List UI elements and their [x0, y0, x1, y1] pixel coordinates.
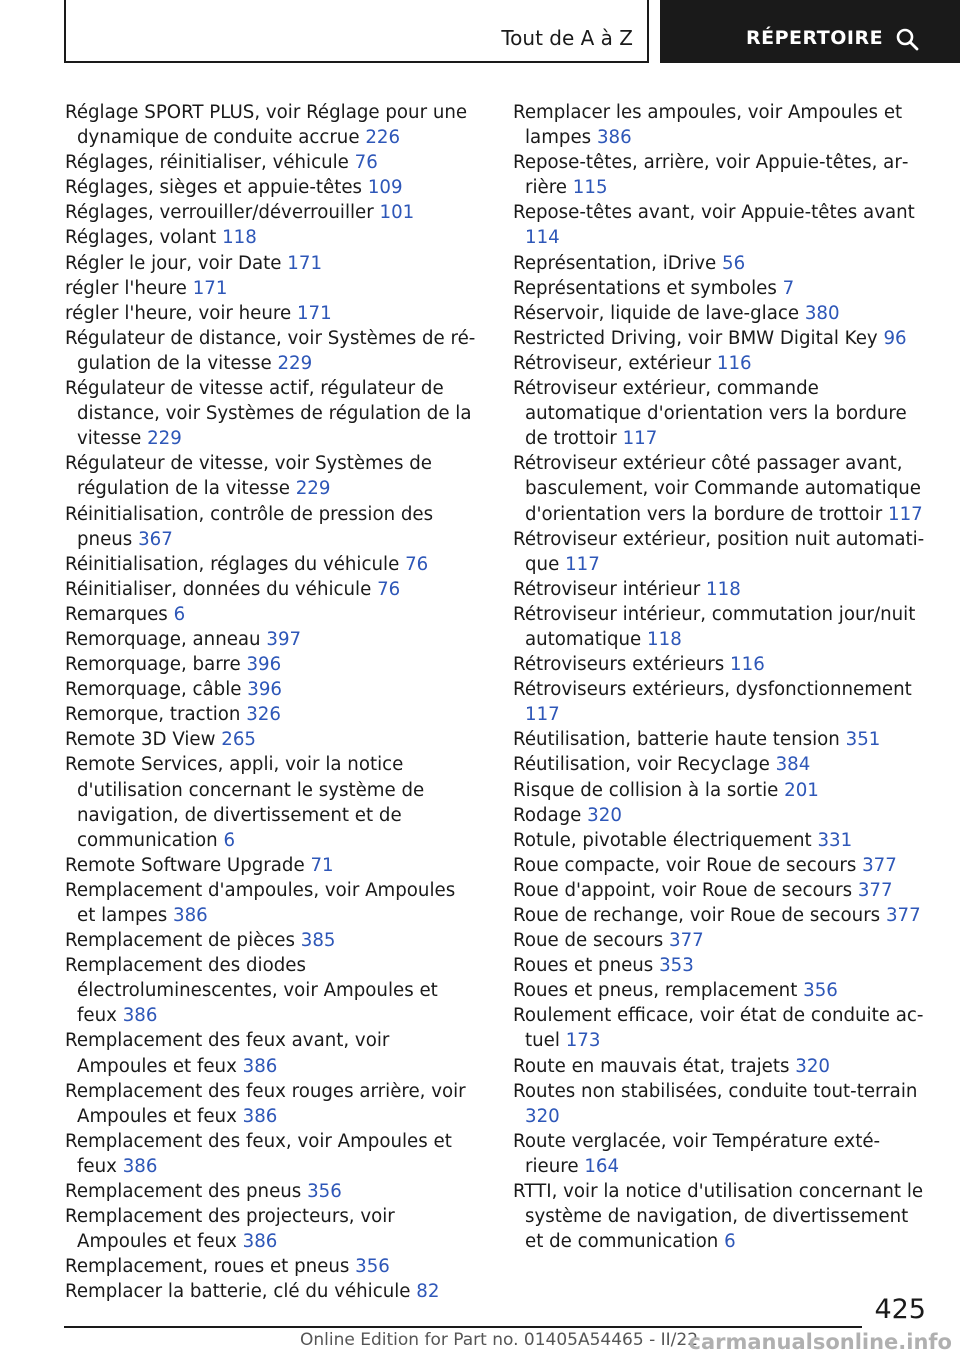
entry-text: Régulateur de vitesse, voir Systèmes de régulation de la vitesse: [65, 453, 432, 500]
entry-text: RTTI, voir la notice d'utilisation concernant le système de navigation, de divertissement et de communication: [513, 1181, 924, 1253]
page-link[interactable]: 229: [295, 478, 331, 500]
entry-text: Réinitialiser, données du véhicule: [65, 578, 372, 600]
index-entry: [513, 100, 927, 150]
index-entry: [513, 1129, 927, 1179]
index-entry: [513, 1003, 927, 1053]
page-link[interactable]: 397: [266, 628, 302, 650]
index-entry: [65, 752, 479, 852]
index-entry: [65, 1279, 479, 1304]
index-entry: [513, 853, 927, 878]
page-link[interactable]: 380: [804, 302, 840, 324]
index-entry: [513, 978, 927, 1003]
index-entry: [513, 803, 927, 828]
page-link[interactable]: 76: [354, 152, 378, 174]
index-entry: [65, 451, 479, 501]
page-link[interactable]: 265: [221, 729, 256, 751]
page-link[interactable]: 116: [730, 654, 765, 676]
entry-text: Restricted Driving, voir BMW Digital Key: [513, 327, 878, 349]
index-entry: [65, 301, 479, 326]
entry-text: Remorque, traction: [65, 704, 241, 726]
edition-note: Online Edition for Part no. 01405A54465 - II/22: [300, 1330, 699, 1350]
index-entry: [513, 752, 927, 777]
index-entry: [65, 376, 479, 451]
index-entry: [513, 1054, 927, 1079]
entry-text: Risque de collision à la sortie: [513, 779, 779, 801]
entry-text: Rétroviseur intérieur, commutation jour/nuit automatique: [513, 603, 916, 650]
entry-text: Réservoir, liquide de lave-glace: [513, 302, 800, 324]
page-link[interactable]: 114: [525, 227, 560, 249]
entry-text: Roue d'appoint, voir Roue de secours: [513, 879, 853, 901]
index-entry: [65, 276, 479, 301]
index-entry: [65, 1204, 479, 1254]
entry-text: Remplacer les ampoules, voir Ampoules et lampes: [513, 102, 903, 149]
index-entry: [513, 577, 927, 602]
page-link[interactable]: 164: [584, 1155, 620, 1177]
page-link[interactable]: 117: [525, 704, 560, 726]
page-link[interactable]: 56: [722, 252, 746, 274]
entry-text: Remplacement des diodes électroluminescentes, voir Ampoules et feux: [65, 955, 438, 1027]
page-link[interactable]: 386: [242, 1055, 278, 1077]
index-entry: [513, 928, 927, 953]
page-link[interactable]: 6: [223, 829, 236, 851]
entry-text: Route en mauvais état, trajets: [513, 1055, 790, 1077]
page-link[interactable]: 109: [367, 177, 403, 199]
entry-text: Réinitialisation, contrôle de pression des pneus: [65, 503, 434, 550]
index-entry: [513, 301, 927, 326]
index-entry: [65, 727, 479, 752]
page-link[interactable]: 351: [845, 729, 881, 751]
index-entry: [65, 1028, 479, 1078]
index-entry: [65, 652, 479, 677]
section-label: Tout de A à Z: [501, 26, 633, 50]
index-entry: [513, 602, 927, 652]
page-link[interactable]: 356: [307, 1181, 342, 1203]
index-entry: [513, 326, 927, 351]
index-entry: [65, 1129, 479, 1179]
entry-text: Rétroviseur extérieur côté passager avant, basculement, voir Commande automatique d'orientation vers la bordure de trottoir: [513, 453, 921, 525]
index-entry: [513, 251, 927, 276]
index-entry: [513, 778, 927, 803]
page-link[interactable]: 356: [803, 980, 838, 1002]
index-entry: [513, 1079, 927, 1129]
index-entry: [65, 200, 479, 225]
page-link[interactable]: 326: [246, 704, 281, 726]
page-link[interactable]: 118: [706, 578, 741, 600]
index-entry: [65, 577, 479, 602]
index-entry: [65, 175, 479, 200]
index-entry: [65, 878, 479, 928]
index-entry: [513, 652, 927, 677]
index-entry: [65, 225, 479, 250]
entry-text: Remote 3D View: [65, 729, 216, 751]
page-link[interactable]: 386: [242, 1231, 278, 1253]
page-link[interactable]: 118: [222, 227, 257, 249]
entry-text: Remorquage, câble: [65, 679, 242, 701]
index-entry: [65, 1254, 479, 1279]
entry-text: Remplacement des pneus: [65, 1181, 302, 1203]
index-column-left: [65, 100, 479, 1305]
index-entry: [65, 953, 479, 1028]
page-link[interactable]: 71: [310, 854, 334, 876]
page-link[interactable]: 116: [716, 352, 752, 374]
entry-text: Réglages, sièges et appuie-têtes: [65, 177, 363, 199]
index-entry: [513, 451, 927, 526]
entry-text: Remorquage, anneau: [65, 628, 261, 650]
index-entry: [513, 1179, 927, 1254]
entry-text: Représentation, iDrive: [513, 252, 717, 274]
entry-text: Routes non stabilisées, conduite tout-terrain: [513, 1080, 918, 1102]
entry-text: Remplacer la batterie, clé du véhicule: [65, 1281, 411, 1303]
entry-text: Régulateur de vitesse actif, régulateur de distance, voir Systèmes de régulation de la vitesse: [65, 378, 472, 450]
index-entry: [513, 953, 927, 978]
index-column-right: [513, 100, 927, 1254]
page-link[interactable]: 229: [277, 352, 313, 374]
page-link[interactable]: 171: [192, 277, 228, 299]
page-link[interactable]: 386: [242, 1105, 278, 1127]
page-link[interactable]: 76: [405, 553, 429, 575]
index-entry: [513, 527, 927, 577]
page-link[interactable]: 6: [724, 1231, 736, 1253]
entry-text: Remplacement des projecteurs, voir Ampoules et feux: [65, 1206, 395, 1253]
entry-text: Rétroviseur intérieur: [513, 578, 701, 600]
index-entry: [513, 200, 927, 250]
page-link[interactable]: 6: [173, 603, 186, 625]
entry-text: régler l'heure: [65, 277, 187, 299]
entry-text: Remote Services, appli, voir la notice d'utilisation concernant le système de navigation, de divertissement et de communication: [65, 754, 425, 851]
page-link[interactable]: 320: [525, 1105, 560, 1127]
page-link[interactable]: 377: [862, 854, 897, 876]
entry-text: Remplacement des feux, voir Ampoules et feux: [65, 1130, 452, 1177]
index-entry: [65, 150, 479, 175]
entry-text: Réutilisation, voir Recyclage: [513, 754, 770, 776]
entry-text: Rétroviseur, extérieur: [513, 352, 712, 374]
index-entry: [513, 828, 927, 853]
entry-text: Remplacement d'ampoules, voir Ampoules et lampes: [65, 879, 456, 926]
index-entry: [65, 1179, 479, 1204]
watermark: carmanualsonline.info: [688, 1330, 952, 1354]
page-link[interactable]: 396: [246, 654, 282, 676]
entry-text: régler l'heure, voir heure: [65, 302, 292, 324]
index-entry: [513, 351, 927, 376]
index-entry: [65, 552, 479, 577]
entry-text: Repose-têtes avant, voir Appuie-têtes avant: [513, 202, 915, 224]
section-header: [64, 0, 649, 63]
entry-text: Rétroviseur extérieur, position nuit automatique: [513, 528, 925, 575]
entry-text: Roues et pneus, remplacement: [513, 980, 798, 1002]
page-link[interactable]: 386: [173, 905, 208, 926]
page-link[interactable]: 367: [138, 528, 173, 550]
entry-text: Réglages, verrouiller/déverrouiller: [65, 202, 374, 224]
page-link[interactable]: 173: [565, 1030, 601, 1052]
entry-text: Remote Software Upgrade: [65, 854, 305, 876]
entry-text: Rotule, pivotable électriquement: [513, 829, 812, 851]
entry-text: Remplacement de pièces: [65, 930, 295, 952]
page-link[interactable]: 171: [296, 302, 332, 324]
page-link[interactable]: 386: [596, 127, 632, 149]
page-link[interactable]: 101: [379, 202, 415, 224]
entry-text: Remplacement des feux avant, voir Ampoules et feux: [65, 1030, 390, 1077]
page-link[interactable]: 96: [883, 327, 907, 349]
index-entry: [65, 928, 479, 953]
index-entry: [65, 326, 479, 376]
page-link[interactable]: 115: [572, 177, 608, 199]
entry-text: Rétroviseur extérieur, commande automatique d'orientation vers la bordure de trottoir: [513, 378, 907, 450]
entry-text: Réinitialisation, réglages du véhicule: [65, 553, 400, 575]
page-link[interactable]: 201: [784, 779, 819, 801]
entry-text: Rétroviseurs extérieurs: [513, 654, 725, 676]
index-entry: [513, 276, 927, 301]
index-tab-label: RÉPERTOIRE: [746, 27, 884, 49]
entry-text: Roue de secours: [513, 930, 664, 952]
page-link[interactable]: 356: [355, 1256, 390, 1278]
page-link[interactable]: 117: [622, 428, 658, 450]
index-entry: [65, 502, 479, 552]
page-link[interactable]: 171: [287, 252, 323, 274]
page-link[interactable]: 7: [782, 277, 795, 299]
entry-text: Régler le jour, voir Date: [65, 252, 282, 274]
page-link[interactable]: 229: [147, 428, 182, 450]
index-entry: [513, 878, 927, 903]
page-link[interactable]: 396: [247, 679, 282, 701]
page-link[interactable]: 117: [888, 503, 923, 525]
entry-text: Rétroviseurs extérieurs, dysfonctionnement: [513, 679, 912, 701]
index-entry: [65, 1079, 479, 1129]
page-link[interactable]: 320: [795, 1055, 830, 1077]
page-link[interactable]: 117: [565, 553, 600, 575]
page-number: 425: [874, 1294, 926, 1325]
page-link[interactable]: 118: [647, 628, 682, 650]
entry-text: Représentations et symboles: [513, 277, 777, 299]
page-link[interactable]: 331: [817, 829, 853, 851]
index-entry: [65, 602, 479, 627]
entry-text: Réglages, volant: [65, 227, 217, 249]
page-link[interactable]: 377: [885, 905, 921, 926]
page-link[interactable]: 353: [659, 955, 694, 977]
page-link[interactable]: 377: [857, 879, 893, 901]
entry-text: Remorquage, barre: [65, 654, 241, 676]
entry-text: Rodage: [513, 804, 582, 826]
entry-text: Roulement efficace, voir état de conduite actuel: [513, 1005, 924, 1052]
page-link[interactable]: 377: [669, 930, 704, 952]
index-entry: [65, 702, 479, 727]
entry-text: Roue compacte, voir Roue de secours: [513, 854, 857, 876]
footer-divider: [64, 1326, 862, 1328]
index-entry: [65, 100, 479, 150]
index-entry: [513, 727, 927, 752]
entry-text: Remplacement, roues et pneus: [65, 1256, 350, 1278]
index-entry: [65, 677, 479, 702]
entry-text: Remplacement des feux rouges arrière, voir Ampoules et feux: [65, 1080, 466, 1127]
search-icon[interactable]: [895, 27, 919, 51]
entry-text: Roue de rechange, voir Roue de secours: [513, 905, 881, 926]
page-link[interactable]: 82: [416, 1281, 440, 1303]
index-entry: [65, 853, 479, 878]
page-link[interactable]: 385: [300, 930, 336, 952]
entry-text: Roues et pneus: [513, 955, 654, 977]
index-entry: [513, 903, 927, 928]
entry-text: Régulateur de distance, voir Systèmes de régulation de la vitesse: [65, 327, 476, 374]
page-link[interactable]: 76: [377, 578, 401, 600]
page-link[interactable]: 226: [365, 127, 401, 149]
page-link[interactable]: 386: [122, 1005, 158, 1027]
entry-text: Remarques: [65, 603, 168, 625]
page-link[interactable]: 386: [122, 1155, 158, 1177]
entry-text: Repose-têtes, arrière, voir Appuie-têtes, arrière: [513, 152, 909, 199]
index-entry: [513, 376, 927, 451]
index-entry: [65, 251, 479, 276]
page-link[interactable]: 320: [587, 804, 622, 826]
page-link[interactable]: 384: [775, 754, 811, 776]
index-entry: [513, 150, 927, 200]
entry-text: Réglages, réinitialiser, véhicule: [65, 152, 349, 174]
entry-text: Réglage SPORT PLUS, voir Réglage pour une dynamique de conduite accrue: [65, 102, 468, 149]
index-entry: [513, 677, 927, 727]
entry-text: Réutilisation, batterie haute tension: [513, 729, 840, 751]
entry-text: Route verglacée, voir Température extérieure: [513, 1130, 881, 1177]
index-entry: [65, 627, 479, 652]
index-tab[interactable]: [660, 0, 960, 63]
